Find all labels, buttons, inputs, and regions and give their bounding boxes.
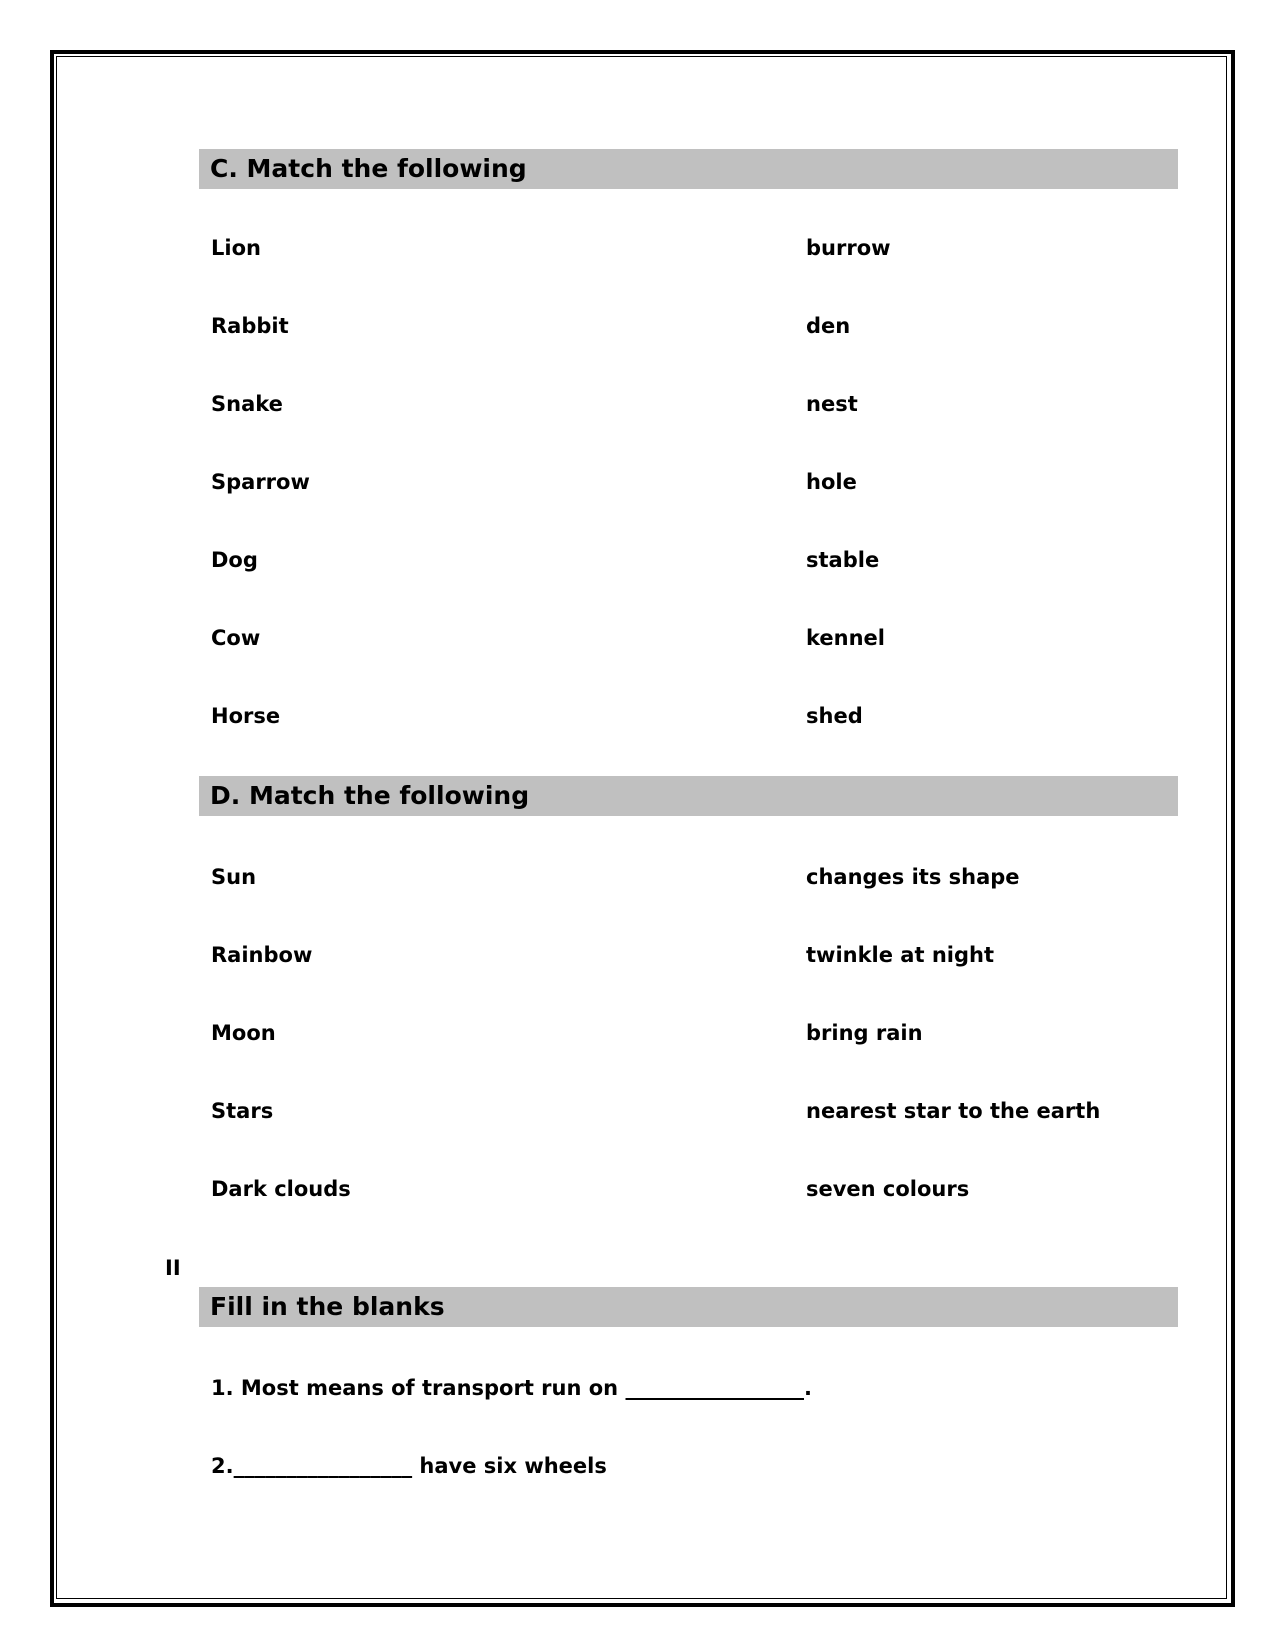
section-c-right-item: shed (806, 704, 863, 728)
section-c-left-item: Horse (211, 704, 281, 728)
section-c-left-item: Rabbit (211, 314, 289, 338)
section-c-left-item: Lion (211, 236, 261, 260)
section-c-heading: C. Match the following (199, 149, 1178, 189)
section-c-right-item: den (806, 314, 851, 338)
section-d-left-item: Stars (211, 1099, 274, 1123)
section-d-right-item: bring rain (806, 1021, 923, 1045)
section-c-right-item: stable (806, 548, 880, 572)
part-marker: II (165, 1256, 181, 1280)
section-d-left-item: Sun (211, 865, 257, 889)
section-c-left-item: Snake (211, 392, 283, 416)
page-border-inner (56, 56, 1227, 1599)
section-c-right-item: nest (806, 392, 858, 416)
section-d-right-item: nearest star to the earth (806, 1099, 1101, 1123)
section-c-right-item: hole (806, 470, 857, 494)
section-c-right-item: kennel (806, 626, 885, 650)
section-d-left-item: Dark clouds (211, 1177, 351, 1201)
fill-blanks-heading: Fill in the blanks (199, 1287, 1178, 1327)
section-c-left-item: Sparrow (211, 470, 310, 494)
section-c-right-item: burrow (806, 236, 891, 260)
fill-blank-question: 2._________________ have six wheels (211, 1454, 607, 1478)
section-d-left-item: Rainbow (211, 943, 313, 967)
fill-blank-question: 1. Most means of transport run on _________________. (211, 1376, 812, 1400)
section-c-left-item: Dog (211, 548, 258, 572)
section-d-heading: D. Match the following (199, 776, 1178, 816)
section-d-right-item: changes its shape (806, 865, 1020, 889)
section-d-right-item: twinkle at night (806, 943, 994, 967)
section-d-left-item: Moon (211, 1021, 276, 1045)
section-c-left-item: Cow (211, 626, 261, 650)
section-d-right-item: seven colours (806, 1177, 970, 1201)
